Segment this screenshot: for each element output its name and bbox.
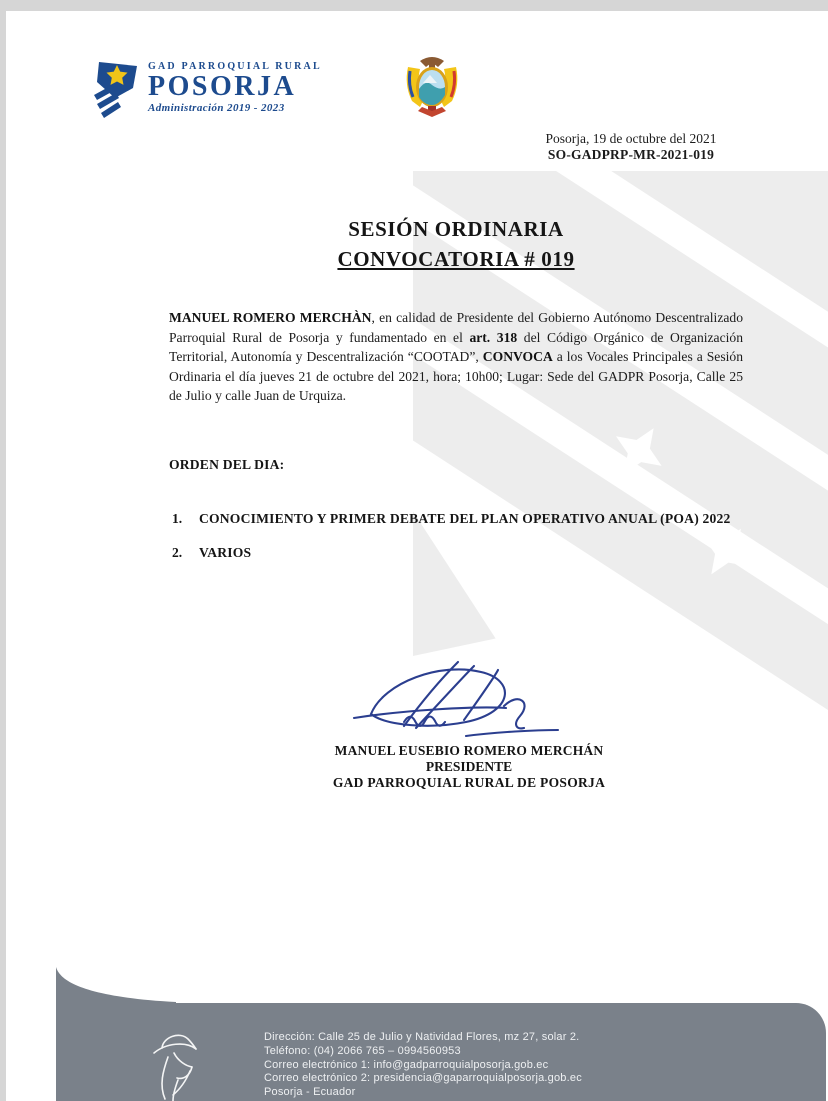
reference-number: SO-GADPRP-MR-2021-019	[547, 147, 715, 162]
posorja-shield-icon	[92, 57, 142, 119]
document-page	[6, 11, 828, 1101]
footer-bar	[56, 1003, 826, 1101]
ecuador-coat-of-arms-icon	[398, 51, 466, 121]
footer-line: Correo electrónico 1: info@gadparroquialposorja.gob.ec	[264, 1058, 549, 1071]
signature-ink	[346, 656, 586, 751]
posorja-logo-text	[148, 61, 323, 114]
agenda-item-number: 2.	[172, 545, 183, 560]
logo-name: POSORJA	[148, 71, 297, 102]
signer-name: MANUEL EUSEBIO ROMERO MERCHÁN	[334, 743, 604, 758]
agenda-item-text: VARIOS	[199, 545, 252, 560]
title-session: SESIÓN ORDINARIA	[348, 217, 564, 241]
body-paragraph	[169, 308, 743, 406]
footer-line: Dirección: Calle 25 de Julio y Natividad Flores, mz 27, solar 2.	[264, 1031, 580, 1043]
agenda-list	[172, 505, 743, 573]
bold-text: CONVOCA	[482, 349, 553, 365]
text: del Código Orgánico de Organización Territorial, Autonomía y Descentralización “COOTAD”,	[169, 329, 743, 365]
agenda-item	[172, 539, 743, 566]
signer-organization: GAD PARROQUIAL RURAL DE POSORJA	[332, 775, 606, 790]
document-title	[169, 217, 743, 272]
bold-text: MANUEL ROMERO MERCHÀN	[169, 310, 372, 325]
fisherman-icon	[144, 1027, 206, 1101]
footer-line: Correo electrónico 2: presidencia@gaparroquialposorja.gob.ec	[264, 1072, 582, 1085]
logo-administration: Administración 2019 - 2023	[148, 102, 285, 114]
agenda-item-number: 1.	[172, 511, 183, 526]
agenda-item-text: CONOCIMIENTO Y PRIMER DEBATE DEL PLAN OPERATIVO ANUAL (POA) 2022	[199, 511, 731, 526]
bold-text: art. 318	[469, 329, 518, 345]
footer-line: Teléfono: (04) 2066 765 – 0994560953	[264, 1044, 461, 1057]
signer-block	[313, 743, 625, 791]
text: , en calidad de Presidente del Gobierno Autónomo Descentralizado Parroquial Rural de Posorja y fundamentado en el	[169, 310, 743, 345]
signer-role: PRESIDENTE	[425, 759, 513, 774]
logo-org-type: GAD PARROQUIAL RURAL	[148, 61, 322, 72]
footer-swoosh	[50, 961, 180, 1004]
order-of-day-heading: ORDEN DEL DIA:	[169, 457, 285, 472]
title-convocatoria: CONVOCATORIA # 019	[337, 247, 575, 271]
posorja-watermark	[413, 171, 828, 1011]
date-line: Posorja, 19 de octubre del 2021	[545, 131, 717, 146]
agenda-item	[172, 505, 743, 532]
footer-contact-lines	[264, 1031, 784, 1100]
text: a los Vocales Principales a Sesión Ordinaria el día jueves 21 de octubre del 2021, hora; 10h00; Lugar: Sede del GADPR Posorja, Calle 25 de Julio y calle Juan de Urquiza.	[169, 349, 744, 404]
date-block	[511, 131, 751, 163]
footer-line: Posorja - Ecuador	[264, 1086, 356, 1099]
